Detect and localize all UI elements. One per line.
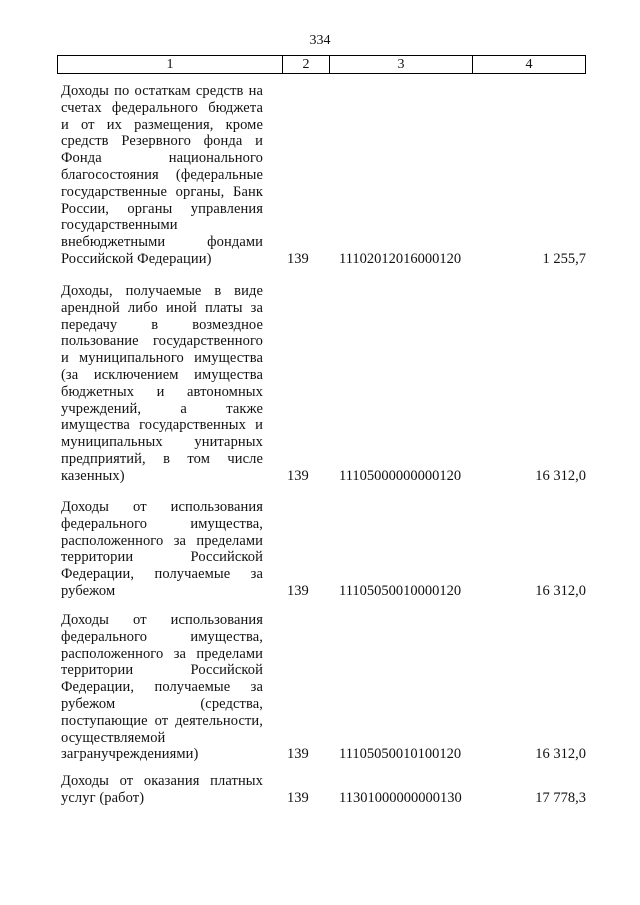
description-line: Доходы, получаемые в виде — [61, 283, 263, 299]
description-line: муниципальных унитарных — [61, 434, 263, 451]
description-line: федерального имущества, — [61, 515, 263, 532]
row-col-2: 139 — [287, 251, 309, 267]
header-col-1: 1 — [58, 56, 283, 73]
description-line: казенных) — [61, 467, 125, 484]
description-line: поступающие от деятельности, — [61, 712, 263, 729]
description-line: расположенного за пределами — [61, 645, 263, 662]
row-description — [61, 612, 263, 763]
header-col-4: 4 — [525, 57, 533, 72]
description-line: имущества государственных и — [61, 417, 263, 434]
description-line: и от их размещения, кроме — [61, 116, 263, 133]
row-col-4: 16 312,0 — [535, 467, 586, 484]
row-description — [61, 499, 263, 600]
row-col-3: 11105050010000120 — [339, 583, 462, 599]
header-col-3: 3 — [330, 56, 473, 73]
table-header — [57, 55, 586, 74]
row-description — [61, 83, 263, 268]
row-col-4: 16 312,0 — [535, 583, 586, 599]
description-line: Доходы по остаткам средств на — [61, 83, 263, 99]
row-col-3: 11301000000000130 — [339, 789, 462, 806]
row-col-4: 16 312,0 — [535, 746, 586, 763]
row-col-4: 1 255,7 — [542, 251, 586, 267]
row-col-2: 139 — [287, 789, 309, 806]
description-line: загранучреждениями) — [61, 746, 199, 763]
description-line: и муниципального имущества — [61, 350, 263, 367]
description-line: предприятий, в том числе — [61, 450, 263, 467]
description-line: (за исключением имущества — [61, 366, 263, 383]
row-col-4: 17 778,3 — [535, 789, 586, 806]
description-line: внебюджетными фондами — [61, 234, 263, 251]
header-col-2: 2 — [283, 56, 330, 73]
description-line: учреждений, а также — [61, 400, 263, 417]
description-line: Федерации, получаемые за — [61, 679, 263, 696]
description-line: Доходы от использования — [61, 612, 263, 628]
row-col-3: 11102012016000120 — [339, 251, 462, 267]
row-col-3: 11105000000000120 — [339, 467, 462, 484]
description-line: России, органы управления — [61, 200, 263, 217]
description-line: передачу в возмездное — [61, 316, 263, 333]
description-line: расположенного за пределами — [61, 532, 263, 549]
description-line: Российской Федерации) — [61, 250, 212, 267]
description-line: территории Российской — [61, 662, 263, 679]
row-col-2: 139 — [287, 583, 309, 599]
row-col-2: 139 — [287, 467, 309, 484]
row-col-2: 139 — [287, 746, 309, 763]
description-line: услуг (работ) — [61, 789, 145, 806]
description-line: Доходы от использования — [61, 499, 263, 515]
description-line: средств Резервного фонда и — [61, 133, 263, 150]
description-line: пользование государственного — [61, 333, 263, 350]
row-col-3: 11105050010100120 — [339, 746, 462, 763]
description-line: государственными — [61, 217, 178, 234]
description-line: федерального имущества, — [61, 628, 263, 645]
description-line: государственные органы, Банк — [61, 183, 263, 200]
description-line: Федерации, получаемые за — [61, 566, 263, 583]
description-line: осуществляемой — [61, 729, 166, 746]
description-line: арендной либо иной платы за — [61, 299, 263, 316]
description-line: Фонда национального — [61, 150, 263, 167]
description-line: счетах федерального бюджета — [61, 99, 263, 116]
row-description — [61, 283, 263, 485]
page-number: 334 — [309, 33, 331, 48]
description-line: рубежом — [61, 582, 116, 599]
description-line: территории Российской — [61, 549, 263, 566]
description-line: благосостояния (федеральные — [61, 166, 263, 183]
description-line: Доходы от оказания платных — [61, 773, 263, 789]
description-line: бюджетных и автономных — [61, 383, 263, 400]
description-line: рубежом (средства, — [61, 695, 263, 712]
row-description — [61, 773, 263, 807]
